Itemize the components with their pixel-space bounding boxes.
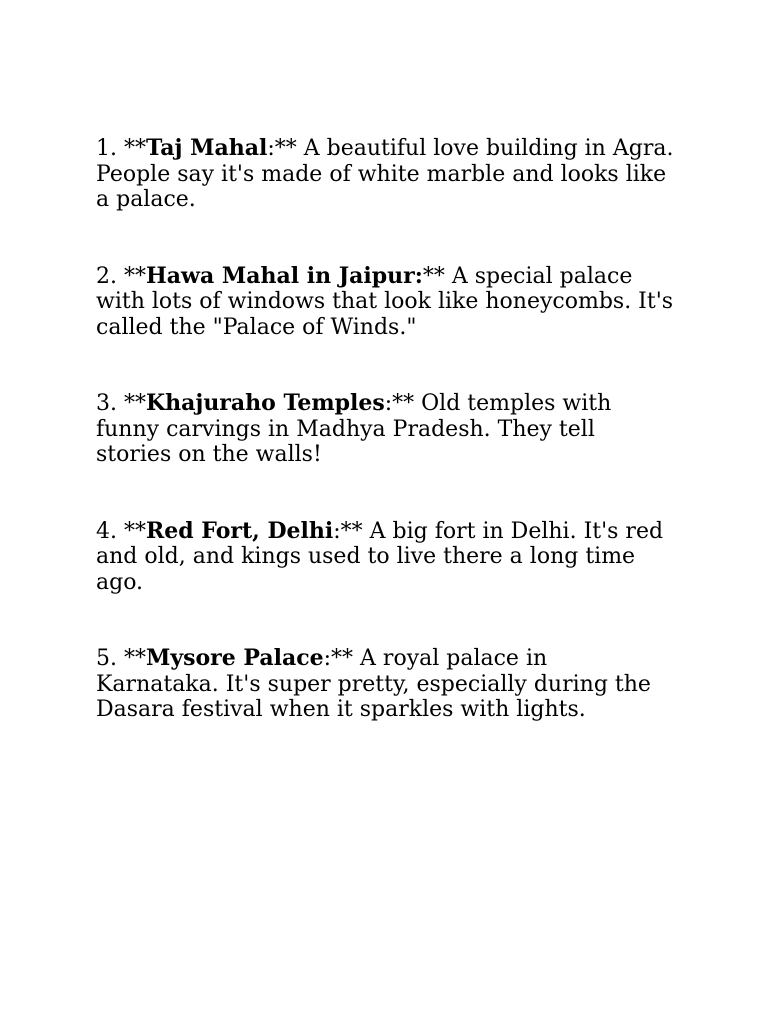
list-item-mysore-palace bbox=[96, 646, 676, 723]
document-page bbox=[96, 136, 676, 774]
item-description: A beautiful love building in Agra. People say it's made of white marble and looks like a palace. bbox=[96, 136, 674, 212]
item-name: Mysore Palace bbox=[145, 645, 324, 671]
item-name: Hawa Mahal in Jaipur: bbox=[145, 262, 423, 289]
item-mid: :** bbox=[267, 136, 304, 161]
item-prefix: 3. ** bbox=[96, 391, 146, 416]
item-prefix: 4. ** bbox=[96, 518, 146, 544]
item-prefix: 2. ** bbox=[96, 263, 146, 289]
item-description: A royal palace in Karnataka. It's super pretty, especially during the Dasara festival when it sparkles with lights. bbox=[96, 646, 651, 722]
item-mid: :** bbox=[323, 646, 361, 671]
item-mid: :** bbox=[384, 391, 422, 416]
item-prefix: 1. ** bbox=[96, 136, 146, 161]
list-item-khajuraho-temples bbox=[96, 391, 676, 468]
item-description: A big fort in Delhi. It's red and old, and kings used to live there a long time ago. bbox=[96, 518, 664, 595]
item-mid: :** bbox=[333, 518, 370, 544]
list-item-hawa-mahal bbox=[96, 264, 676, 341]
item-prefix: 5. ** bbox=[96, 646, 146, 671]
item-name: Taj Mahal bbox=[145, 135, 268, 161]
item-name: Red Fort, Delhi bbox=[145, 517, 334, 544]
item-description: A special palace with lots of windows that look like honeycombs. It's called the "Palace of Winds." bbox=[96, 263, 674, 340]
list-item-taj-mahal bbox=[96, 136, 676, 213]
item-mid: ** bbox=[422, 263, 452, 289]
item-name: Khajuraho Temples bbox=[145, 390, 385, 416]
list-item-red-fort bbox=[96, 519, 676, 596]
item-description: Old temples with funny carvings in Madhya Pradesh. They tell stories on the walls! bbox=[96, 391, 612, 467]
